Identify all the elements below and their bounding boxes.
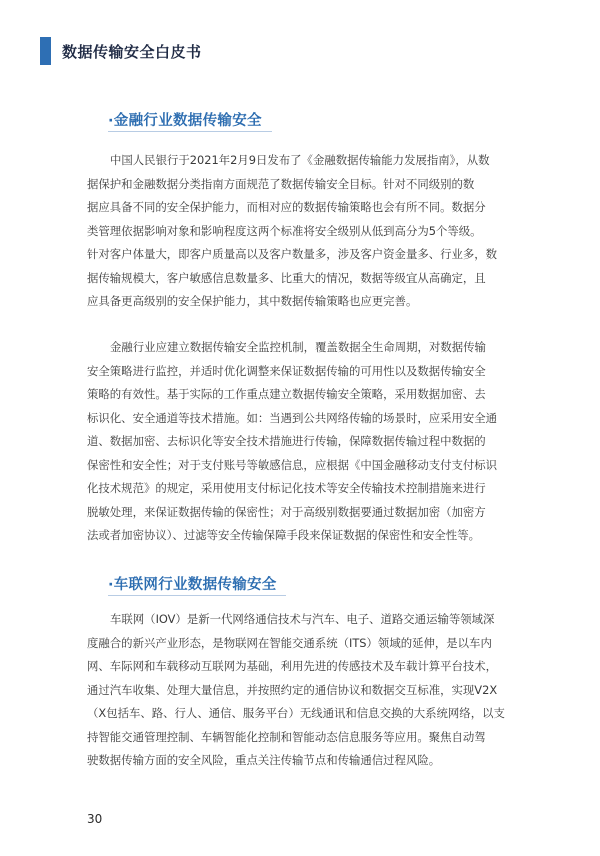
- paragraph-finance-1: 中国人民银行于2021年2月9日发布了《金融数据传输能力发展指南》，从数 据保护和金融数据分类指南方面规范了数据传输安全目标。针对不同级别的数 据应具备不同的安全保护能力，而相对应的数据传输策略也会有所不同。数据分 类管理依据影响对象和影响程度这两个标准将安全级别从低到高分为5个等级。 针对客户体量大，即客户质量高以及客户数量多，涉及客户资金量多、行业多，数 据传输规模大，客户敏感信息数量多、比重大的情况，数据等级宜从高确定，且 应具备更高级别的安全保护能力，其中数据传输策略也应更完善。: [87, 153, 498, 308]
- section-underline: [108, 131, 272, 132]
- page-number: 30: [87, 812, 103, 826]
- document-title: 数据传输安全白皮书: [62, 42, 202, 61]
- section-heading-iov: ·车联网行业数据传输安全: [108, 577, 277, 593]
- paragraph-iov-1: 车联网（IOV）是新一代网络通信技术与汽车、电子、道路交通运输等领域深 度融合的新兴产业形态，是物联网在智能交通系统（ITS）领域的延伸，是以车内 网、车际网和车载移动互联网为基础，利用先进的传感技术及车载计算平台技术， 通过汽车收集、处理大量信息，并按照约定的通信协议和数据交互标准，实现V2X （X包括车、路、行人、通信、服务平台）无线通讯和信息交换的大系统网络，以支 持智能交通管理控制、车辆智能化控制和智能动态信息服务等应用。聚焦自动驾 驶数据传输方面的安全风险，重点关注传输节点和传输通信过程风险。: [87, 612, 505, 767]
- paragraph-finance-2: 金融行业应建立数据传输安全监控机制，覆盖数据全生命周期，对数据传输 安全策略进行监控，并适时优化调整来保证数据传输的可用性以及数据传输安全 策略的有效性。基于实际的工作重点建立数据传输安全策略，采用数据加密、去 标识化、安全通道等技术措施。如：当遇到公共网络传输的场景时，应采用安全通 道、数据加密、去标识化等安全技术措施进行传输，保障数据传输过程中数据的 保密性和安全性；对于支付账号等敏感信息，应根据《中国金融移动支付支付标识 化技术规范》的规定，采用使用支付标记化技术等安全传输技术控制措施来进行 脱敏处理，来保证数据传输的保密性；对于高级别数据要通过数据加密（加密方 法或者加密协议）、过滤等安全传输保障手段来保证数据的保密性和安全性等。: [87, 340, 498, 542]
- page-header: [40, 37, 202, 65]
- header-accent-bar: [40, 37, 51, 65]
- section-heading-finance: ·金融行业数据传输安全: [108, 113, 262, 129]
- section-underline: [108, 595, 286, 596]
